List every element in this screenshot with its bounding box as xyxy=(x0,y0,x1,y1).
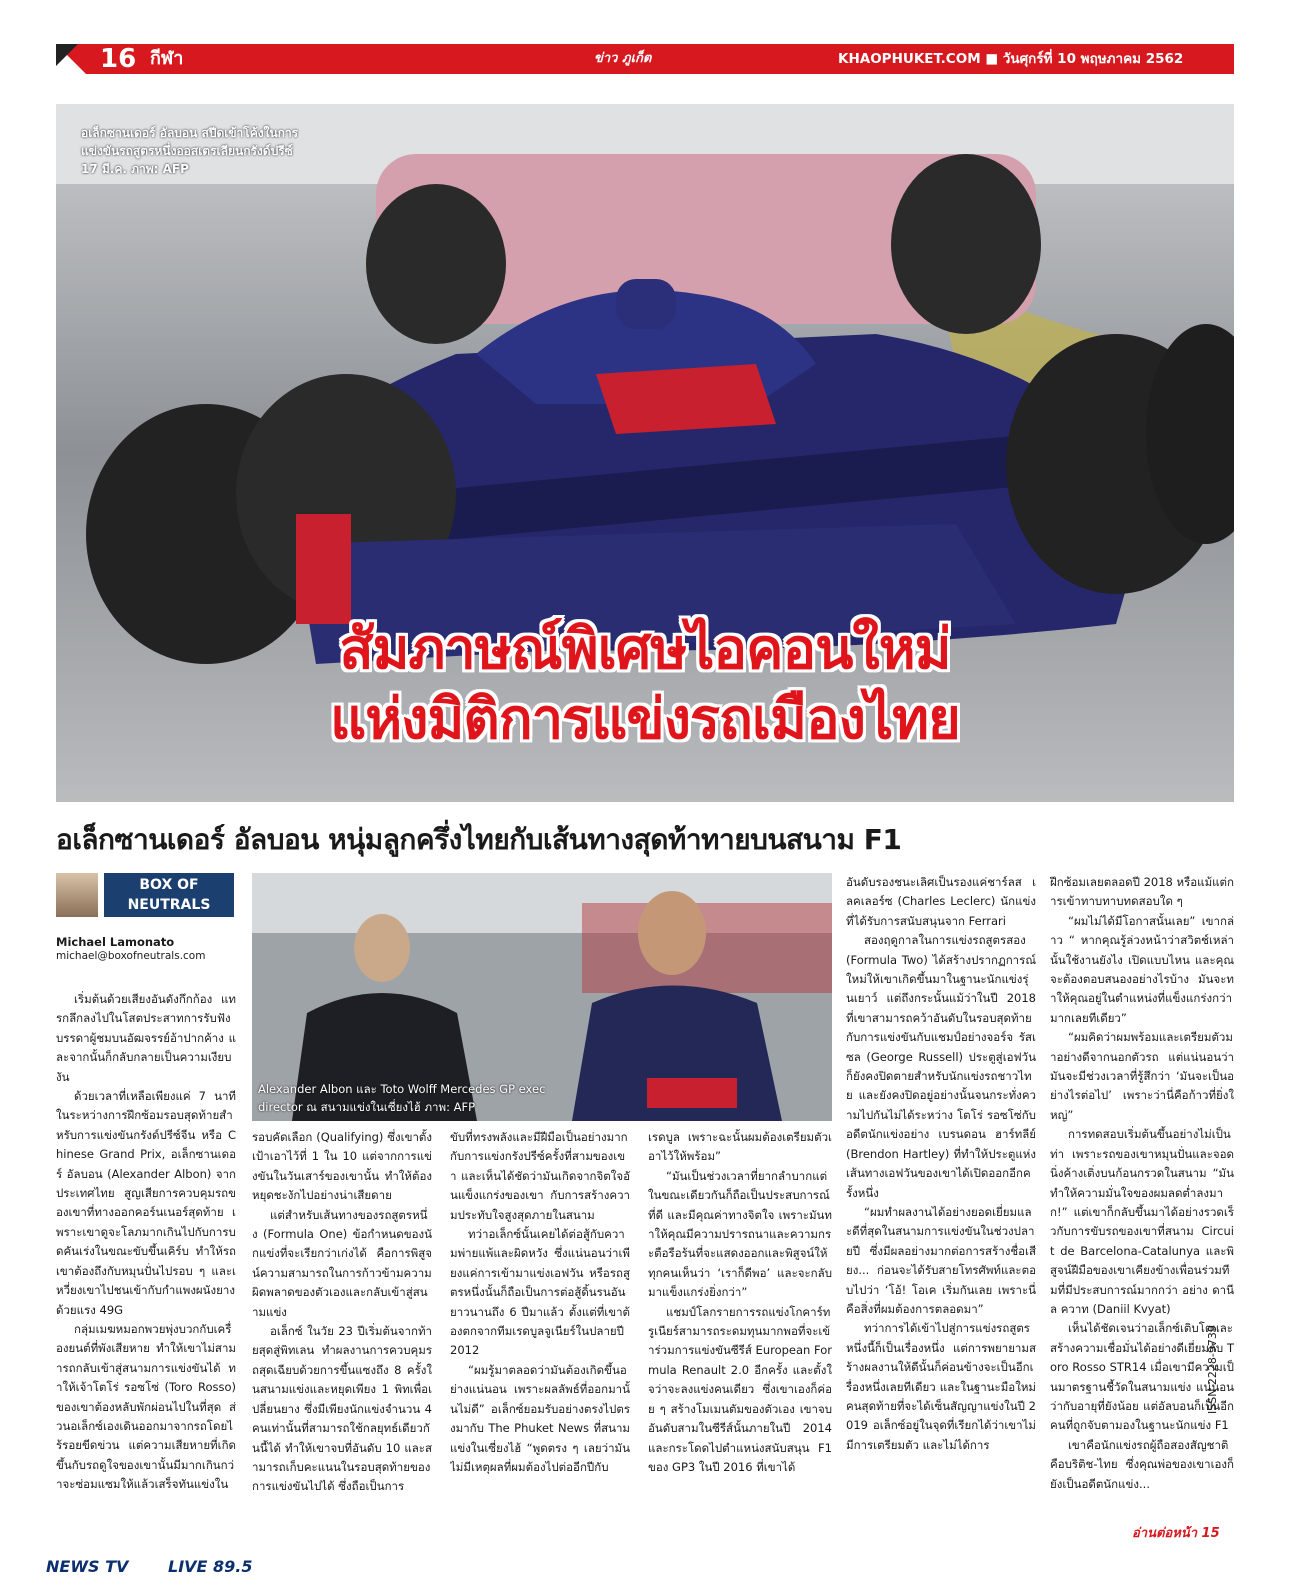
paragraph: “ผมทำผลงานได้อย่างยอดเยี่ยมและดีที่สุดในสนามการแข่งขันในช่วงปลายปี ซึ่งมีผลอย่างมากต่อการสร้างชื่อเสียง... ก่อนจะได้รับสายโทรศัพท์และตอบไปว่า ‘โอ้! โอเค เริ่มกันเลย เพราะนี่คือสิ่งที่ผมต้องการตลอดมา” xyxy=(846,1204,1036,1316)
paragraph: เขาคือนักแข่งรถผู้ถือสองสัญชาติคือบริติช-ไทย ซึ่งคุณพ่อของเขาเองก็ยังเป็นอดีตนักแข่ง... xyxy=(1050,1437,1234,1491)
column-title-line-2: NEUTRALS xyxy=(127,897,211,913)
paragraph: อเล็กซ์ ในวัย 23 ปีเริ่มต้นจากท้ายสุดสู่พิทเลน ทำผลงานการควบคุมรถสุดเฉียบด้วยการขึ้นแซงถึง 8 ครั้งในสนามแข่งและหยุดเพียง 1 พิทเพื่อเปลี่ยนยาง ซึ่งมีเพียงนักแข่งจำนวน 4 คนเท่านั้นที่สามารถใช้กลยุทธ์เดียวกันนี้ได้ ทำให้เขาจบที่อันดับ 10 และสามารถเก็บคะแนนในรอบสุดท้ายของการแข่งขันไปได้ ซึ่งถือเป็นการ xyxy=(252,1324,432,1494)
paragraph: “มันเป็นช่วงเวลาที่ยากลำบากแต่ในขณะเดียวกันก็ถือเป็นประสบการณ์ที่ดี และมีคุณค่าทางจิตใจ เพราะมันทำให้คุณมีความปรารถนาและความกระตือรือร้นที่จะแสดงออกและพิสูจน์ให้ทุกคนเห็นว่า ‘เราก็ดีพอ’ และจะกลับมาแข็งแกร่งยิ่งกว่า” xyxy=(648,1168,832,1300)
page-number: 16 xyxy=(100,44,137,74)
body-column-1 xyxy=(56,990,236,1550)
author-name: Michael Lamonato xyxy=(56,935,175,949)
paragraph: รอบคัดเลือก (Qualifying) ซึ่งเขาตั้งเป้าเอาไว้ที่ 1 ใน 10 แต่จากการแข่งขันในวันเสาร์ของเขานั้น ทำให้ต้องหยุดชะงักไปอย่างน่าเสียดาย xyxy=(252,1130,432,1203)
continue-link[interactable]: อ่านต่อหน้า 15 xyxy=(1132,1526,1220,1541)
paragraph: ทว่าอเล็กซ์นั้นเคยได้ต่อสู้กับความพ่ายแพ้และผิดหวัง ซึ่งแน่นอนว่าเพียงแค่การเข้ามาแข่งเอฟวัน หรือรถสูตรหนึ่งนั้นก็ถือเป็นการต่อสู้ดิ้นรนอันยาวนานถึง 6 ปีมาแล้ว ตั้งแต่ที่เขาต้องตกจากทีมเรดบูลจูเนียร์ในปลายปี 2012 xyxy=(450,1227,630,1358)
paragraph: การทดสอบเริ่มต้นขึ้นอย่างไม่เป็นท่า เพราะรถของเขาหมุนปั่นและจอดนิ่งค้างเติ่งบนก้อนกรวดในสนาม “มันทำให้ความมั่นใจของผมลดต่ำลงมาก!” แต่เขาก็กลับขึ้นมาได้อย่างรวดเร็วกับการขับรถของเขาที่สนาม Circuit de Barcelona-Catalunya และพิสูจน์ฝีมือของเขาเคียงข้างเพื่อนร่วมทีมที่มีประสบการณ์มากกว่า อย่าง ดานีล ควาท (Daniil Kvyat) xyxy=(1050,1127,1234,1316)
section-name: กีฬา xyxy=(150,48,184,69)
paragraph: แชมป์โลกรายการรถแข่งโกคาร์ทรูเนียร์สามารถระดมทุนมากพอที่จะเข้าร่วมการแข่งขันซีรีส์ European Formula Renault 2.0 อีกครั้ง และตั้งใจว่าจะลงแข่งคนเดียว ซึ่งเขาเองก็ค่อย ๆ สร้างโมเมนตัมของตัวเอง เขาจบอันดับสามในซีรีส์นั้นภายในปี 2014 และกระโดดไปตำแหน่งสนับสนุน F1 ของ GP3 ในปี 2016 ที่เขาได้ xyxy=(648,1304,832,1474)
paper-name: ข่าว ภูเก็ต xyxy=(594,51,652,66)
issn-label: ISSN 2228-9739 xyxy=(1206,1325,1219,1414)
headline-line-1: สัมภาษณ์พิเศษไอคอนใหม่ xyxy=(339,617,951,682)
body-column-5 xyxy=(846,873,1036,1549)
footer-logo-live: LIVE 89.5 xyxy=(168,1557,253,1576)
body-column-2 xyxy=(252,1128,432,1548)
paragraph: ฝึกซ้อมเลยตลอดปี 2018 หรือแม้แต่การเข้าทาบทาบทดสอบใด ๆ xyxy=(1050,875,1234,909)
paper-logo-icon xyxy=(56,44,86,74)
headline-line-2: แห่งมิติการแข่งรถเมืองไทย xyxy=(330,687,960,752)
author-email: michael@boxofneutrals.com xyxy=(56,950,206,962)
paragraph: เรดบูล เพราะฉะนั้นผมต้องเตรียมตัวเอาไว้ให้พร้อม” xyxy=(648,1130,832,1164)
author-avatar xyxy=(56,873,98,917)
paragraph: “ผมคิดว่าผมพร้อมและเตรียมตัวมาอย่างดีจากนอกตัวรถ แต่แน่นอนว่ามันจะมีช่วงเวลาที่รู้สึกว่า ‘มันจะเป็นอย่างไรต่อไป’ เพราะว่านี่คือก้าวที่ยิ่งใหญ่” xyxy=(1050,1030,1234,1122)
column-title xyxy=(104,873,234,917)
paragraph: กลุ่มเมฆหมอกพวยพุ่งบวกกับเครื่องยนต์ที่พังเสียหาย ทำให้เขาไม่สามารถกลับเข้าสู่สนามการแข่งขันได้ ทำให้เจ้าโตโร่ รอซโซ่ (Toro Rosso) ของเขาต้องหลับพักผ่อนไปในที่สุด ส่วนอเล็กซ์เองเดินออกมาจากรถโดยไร้รอยขีดข่วน แต่ความเสียหายที่เกิดขึ้นกับรถดูใจของเขานั้นมีมากเกินกว่าจะซ่อมแซมให้แล้วเสร็จทันแข่งใน xyxy=(56,1321,236,1492)
paragraph: เห็นได้ชัดเจนว่าอเล็กซ์เติบโตและสร้างความเชื่อมั่นได้อย่างดีเยี่ยมกับ Toro Rosso STR14 เมื่อเขามีความเป็นมาตรฐานชี้วัดในสนามแข่ง แน่นอนว่ากับอายุที่ยังน้อย แต่อัลบอนก็เป็นอีกคนที่ถูกจับตามองในฐานะนักแข่ง F1 xyxy=(1050,1321,1234,1433)
paragraph: ด้วยเวลาที่เหลือเพียงแค่ 7 นาที ในระหว่างการฝึกซ้อมรอบสุดท้ายสำหรับการแข่งขันกรังด์ปรีซ์จีน หรือ Chinese Grand Prix, อเล็กซานเดอร์ อัลบอน (Alexander Albon) จากประเทศไทย สูญเสียการควบคุมรถของเขาที่ทางออกคอร์นเนอร์สุดท้าย เพราะเขาดูจะโลภมากเกินไปกับการบดคันเร่งในขณะขับขึ้นเคิร์บ ทำให้รถเขาต้องถึงกับหมุนปั่นไปรอบ ๆ และเหวี่ยงเขาไปชนเข้ากับกำแพงผนังยางด้วยแรง 49G xyxy=(56,1089,236,1317)
body-column-3 xyxy=(450,1128,630,1548)
site-date: KHAOPHUKET.COM ■ วันศุกร์ที่ 10 พฤษภาคม 2562 xyxy=(838,51,1184,67)
paragraph: ขับที่ทรงพลังและมีฝีมือเป็นอย่างมาก กับการแข่งกรังปรีซ์ครั้งที่สามของเขา และเห็นได้ชัดว่ามันเกิดจากจิตใจอันแข็งแกร่งของเขา กับการสร้างความประทับใจสูงสุดภายในสนาม xyxy=(450,1130,630,1222)
paragraph: เริ่มต้นด้วยเสียงอันดังกึกก้อง แทรกลึกลงไปในโสตประสาทการรับฟัง บรรดาผู้ชมบนอัฒจรรย์อ้าปากค้าง และจากนั้นก็กลับกลายเป็นความเงียบงัน xyxy=(56,992,236,1084)
body-column-4 xyxy=(648,1128,832,1548)
footer-logo-newstv: NEWS TV xyxy=(46,1557,129,1576)
paragraph: ทว่าการได้เข้าไปสู่การแข่งรถสูตรหนึ่งนี้ก็เป็นเรื่องหนึ่ง แต่การพยายามสร้างผลงานให้ดีนั้นก็ค่อนข้างจะเป็นอีกเรื่องหนึ่งเลยทีเดียว และในฐานะมือใหม่คนสุดท้ายที่จะได้เซ็นสัญญาแข่งในปี 2019 อเล็กซ์อยู่ในจุดที่เรียกได้ว่าเขาไม่มีการเตรียมตัว และไม่ได้การ xyxy=(846,1321,1036,1452)
body-column-6 xyxy=(1050,873,1234,1513)
subheadline: อเล็กซานเดอร์ อัลบอน หนุ่มลูกครึ่งไทยกับเส้นทางสุดท้าทายบนสนาม F1 xyxy=(56,823,902,856)
paragraph: “ผมไม่ได้มีโอกาสนั้นเลย” เขากล่าว “ หากคุณรู้ล่วงหน้าว่าสวิตช์เหล่านั้นใช้งานยังไง เปิดแบบไหน และคุณจะต้องตอบสนองอย่างไรบ้าง มันจะทำให้คุณอยู่ในตำแหน่งที่แข็งแกร่งกว่ามากเลยทีเดียว” xyxy=(1050,913,1234,1025)
column-title-line-1: BOX OF xyxy=(139,877,199,893)
paragraph: แต่สำหรับเส้นทางของรถสูตรหนึ่ง (Formula One) ข้อกำหนดของนักแข่งที่จะเรียกว่าเก่งได้ คือการพิสูจน์ความสามารถในการก้าวข้ามความผิดพลาดของตัวเองและกลับเข้าสู่สนามแข่ง xyxy=(252,1207,432,1319)
paragraph: “ผมรู้มาตลอดว่ามันต้องเกิดขึ้นอย่างแน่นอน เพราะผลลัพธ์ที่ออกมานั้นไม่ดี” อเล็กซ์ยอมรับอย่างตรงไปตรงมากับ The Phuket News ที่สนามแข่งในเซี่ยงไฮ้ “พูดตรง ๆ เลยว่ามันไม่มีเหตุผลที่ผมต้องไปต่ออีกปีกับ xyxy=(450,1362,630,1474)
inset-caption: Alexander Albon และ Toto Wolff Mercedes GP exec director ณ สนามแข่งในเซี่ยงไฮ้ ภาพ: AFP xyxy=(258,1082,546,1114)
paragraph: อันดับรองชนะเลิศเป็นรองแค่ชาร์ลส เลคเลอร์ซ (Charles Leclerc) นักแข่งที่ได้รับการสนับสนุนจาก Ferrari xyxy=(846,875,1036,928)
hero-caption: อเล็กซานเดอร์ อัลบอน สปีดเข้าโค้งในการแข่งขันรถสูตรหนึ่งออสเตรเลียนกรังด์ปรีซ์ 17 มี.ค. ภาพ: AFP xyxy=(81,126,299,176)
paragraph: สองฤดูกาลในการแข่งรถสูตรสอง (Formula Two) ได้สร้างปรากฏการณ์ใหม่ให้เขาเกิดขึ้นมาในฐานะนักแข่งรุ่นเยาว์ แต่ถึงกระนั้นแม้ว่าในปี 2018 ที่เขาสามารถคว้าอันดับในรอบสุดท้ายกับการแข่งขันกับแชมป์อย่างจอร์จ รัสเซล (George Russell) ประตูสู่เอฟวันก็ยังคงปิดตายสำหรับนักแข่งรถชาวไทย และยังคงปิดอยู่อย่างนั้นจนกระทั่งความไปกันไม่ได้ระหว่าง โตโร่ รอซโซ่กับอดีตนักแข่งอย่าง เบรนดอน ฮาร์ทลีย์ (Brendon Hartley) ที่ทำให้ประตูแห่งเส้นทางเอฟวันของเขาได้เปิดออกอีกครั้งหนึ่ง xyxy=(846,933,1036,1200)
headline xyxy=(56,615,1234,755)
